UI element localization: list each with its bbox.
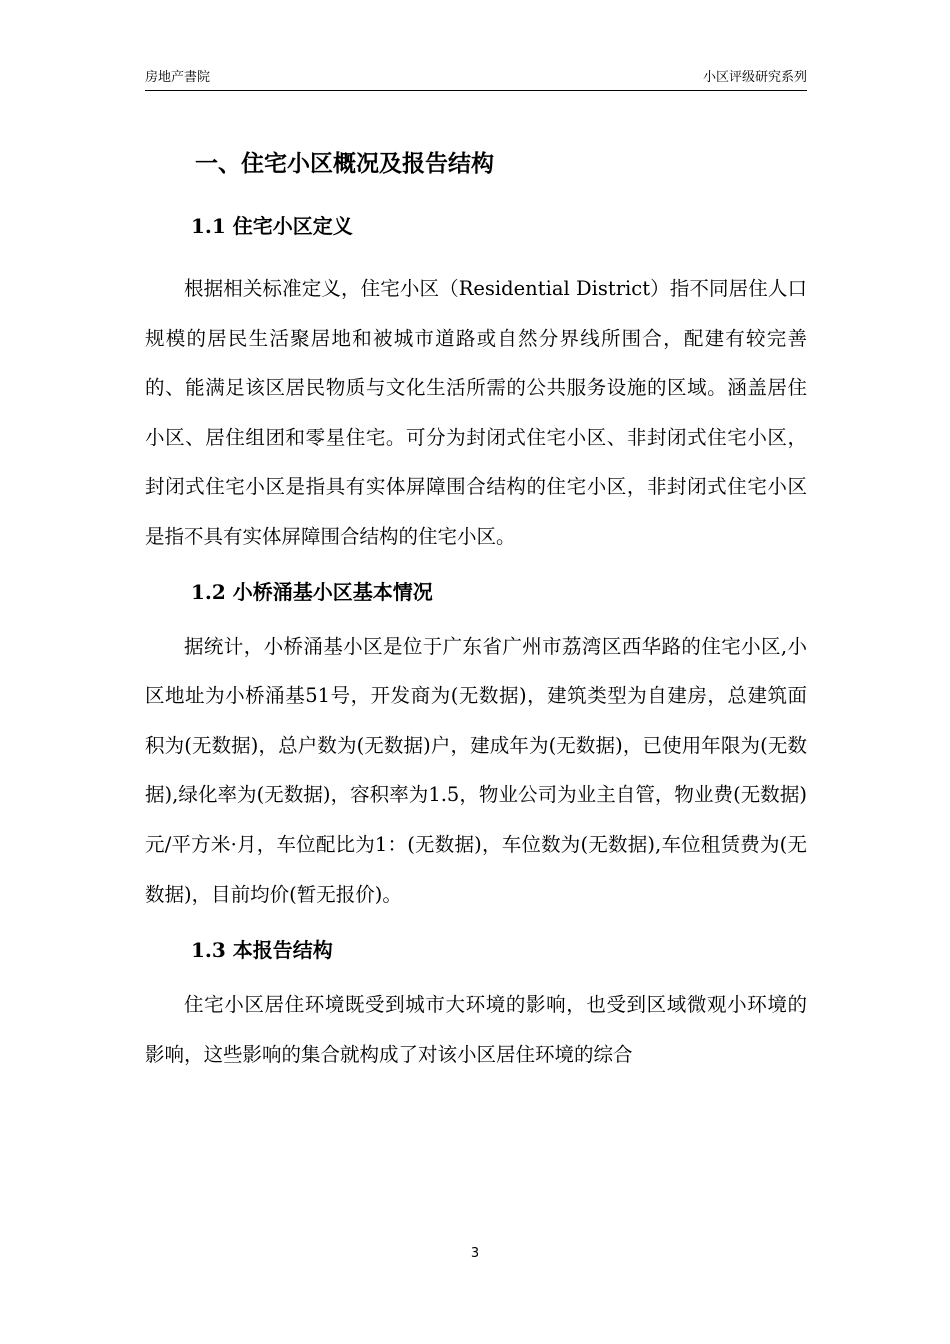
chapter-title: 一、住宅小区概况及报告结构 xyxy=(195,150,494,177)
section-heading-1-1: 1.1 住宅小区定义 xyxy=(191,214,353,238)
section-heading-1-2: 1.2 小桥涌基小区基本情况 xyxy=(191,579,433,604)
section-heading-1-3: 1.3 本报告结构 xyxy=(191,938,333,963)
header-series: 小区评级研究系列 xyxy=(702,70,807,85)
section-paragraph-1-2: 据统计，小桥涌基小区是位于广东省广州市荔湾区西华路的住宅小区,小区地址为小桥涌基51号，开发商为(无数据)，建筑类型为自建房，总建筑面积为(无数据)，总户数为(无数据)户，建成年为(无数据)，已使用年限为(无数据),绿化率为(无数据)，容积率为1.5，物业公司为业主自管，物业费(无数据)元/平方米·月，车位配比为1：(无数据)，车位数为(无数据),车位租赁费为(无数据)，目前均价(暂无报价)。 xyxy=(145,634,807,906)
section-paragraph-1-3: 住宅小区居住环境既受到城市大环境的影响，也受到区域微观小环境的影响，这些影响的集合就构成了对该小区居住环境的综合 xyxy=(145,993,807,1066)
section-paragraph-1-1: 根据相关标准定义，住宅小区（Residential District）指不同居住人口规模的居民生活聚居地和被城市道路或自然分界线所围合，配建有较完善的、能满足该区居民物质与文化生活所需的公共服务设施的区域。涵盖居住小区、居住组团和零星住宅。可分为封闭式住宅小区、非封闭式住宅小区，封闭式住宅小区是指具有实体屏障围合结构的住宅小区，非封闭式住宅小区是指不具有实体屏障围合结构的住宅小区。 xyxy=(145,277,807,548)
document-body xyxy=(145,142,807,1079)
page-number: 3 xyxy=(470,1246,480,1261)
page-header xyxy=(145,68,807,91)
header-publisher: 房地产書院 xyxy=(145,70,211,85)
